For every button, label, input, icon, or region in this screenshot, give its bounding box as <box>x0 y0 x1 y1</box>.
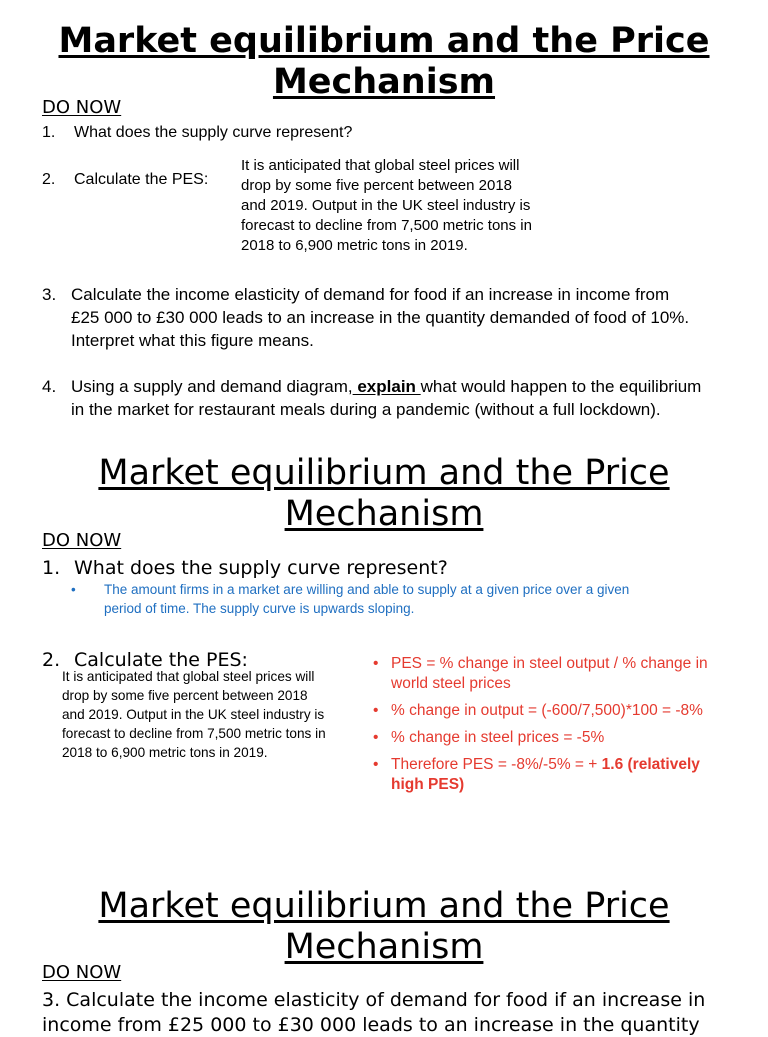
pes-line: and 2019. Output in the UK steel industry is <box>62 707 325 722</box>
q4-line2: in the market for restaurant meals during a pandemic (without a full lockdown). <box>71 400 661 419</box>
slide3-question-3-line2: income from £25 000 to £30 000 leads to an increase in the quantity <box>42 1014 700 1036</box>
q4-explain-keyword: explain <box>352 377 421 396</box>
q3-number: 3. <box>42 285 57 304</box>
pes-answer-output-change: • % change in output = (-600/7,500)*100 = -8% <box>391 702 703 719</box>
pes-answer-formula: • PES = % change in steel output / % change in <box>391 655 708 672</box>
slide2-title-line2: Mechanism <box>284 494 484 534</box>
q3-line: £25 000 to £30 000 leads to an increase in the quantity demanded of food of 10%. <box>71 308 690 327</box>
pes-line: It is anticipated that global steel prices will <box>62 669 315 684</box>
q4-text-end: what would happen to the equilibrium <box>420 377 702 396</box>
q1-number: 1. <box>42 124 56 141</box>
pes-answer-value-cont: high PES) <box>391 776 465 793</box>
pes-line: forecast to decline from 7,500 metric tons in <box>62 726 326 741</box>
pes-answer-item <box>373 701 708 721</box>
slide1-title-line2: Mechanism <box>272 62 496 102</box>
slide2-question-1 <box>42 556 448 580</box>
pes-line: drop by some five percent between 2018 <box>241 177 513 194</box>
pes-line: It is anticipated that global steel prices will <box>241 157 520 174</box>
slide1-question-2 <box>42 169 208 191</box>
slide3-do-now: DO NOW <box>42 962 122 983</box>
slide1-question-3 <box>42 283 669 306</box>
slide1-question-1 <box>42 122 352 144</box>
q2-text: Calculate the PES: <box>74 171 209 188</box>
answer1-line2: period of time. The supply curve is upwards sloping. <box>104 601 415 616</box>
pes-line: forecast to decline from 7,500 metric tons in <box>241 217 532 234</box>
slide1-do-now: DO NOW <box>42 97 122 118</box>
pes-answer-item <box>373 654 708 694</box>
slide2-title-line1: Market equilibrium and the Price <box>98 453 670 493</box>
slide3-title-line1: Market equilibrium and the Price <box>98 886 670 926</box>
pes-answer-item <box>373 755 708 795</box>
q2-number: 2. <box>42 649 61 671</box>
pes-line: and 2019. Output in the UK steel industry is <box>241 197 531 214</box>
pes-answer-result: Therefore PES = -8%/-5% = + <box>391 756 598 773</box>
q1-text: What does the supply curve represent? <box>74 557 448 579</box>
q3-line: Calculate the income elasticity of demand for food if an increase in income from <box>71 285 670 304</box>
slide3-title-line2: Mechanism <box>284 927 484 967</box>
pes-answer-item <box>373 728 708 748</box>
slide2-do-now: DO NOW <box>42 530 122 551</box>
pes-line: 2018 to 6,900 metric tons in 2019. <box>62 745 268 760</box>
slide2-pes-passage <box>62 667 326 762</box>
answer1-line1: The amount firms in a market are willing and able to supply at a given price over a given <box>104 582 630 597</box>
q1-text: What does the supply curve represent? <box>74 124 353 141</box>
pes-line: 2018 to 6,900 metric tons in 2019. <box>241 237 468 254</box>
q3-line: Interpret what this figure means. <box>71 331 314 350</box>
pes-line: drop by some five percent between 2018 <box>62 688 308 703</box>
slide3-question-3: 3. Calculate the income elasticity of demand for food if an increase in <box>42 989 706 1011</box>
pes-answer-formula-cont: world steel prices <box>391 675 511 692</box>
q2-number: 2. <box>42 171 56 188</box>
pes-answer-price-change: • % change in steel prices = -5% <box>391 729 605 746</box>
slide1-title-line1: Market equilibrium and the Price <box>58 21 710 61</box>
slide1-pes-passage <box>241 156 532 256</box>
q1-number: 1. <box>42 557 61 579</box>
pes-answer-list <box>373 654 708 802</box>
q4-text-start: Using a supply and demand diagram, <box>71 377 353 396</box>
q4-number: 4. <box>42 377 57 396</box>
q2-text: Calculate the PES: <box>74 649 248 671</box>
answer1-bullet: • <box>71 582 76 597</box>
slide1-question-4 <box>42 375 701 398</box>
pes-answer-value: 1.6 (relatively <box>601 756 700 773</box>
